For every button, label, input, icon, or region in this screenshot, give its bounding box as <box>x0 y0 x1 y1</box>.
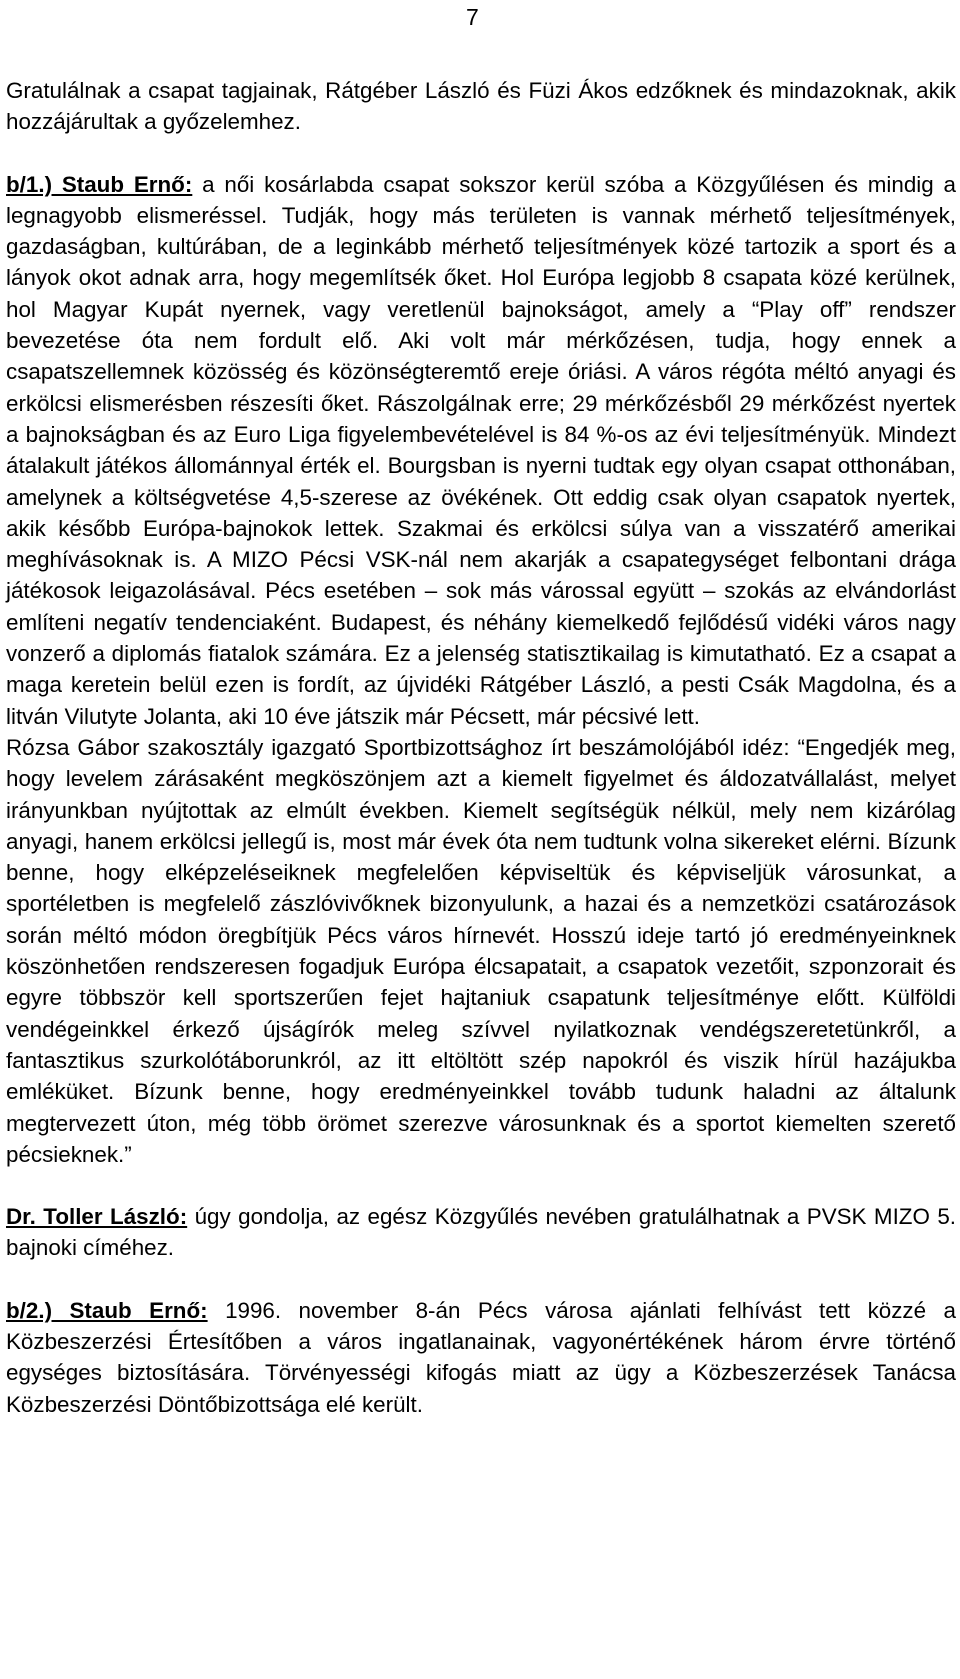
page-number: 7 <box>466 4 479 30</box>
paragraph-text: Gratulálnak a csapat tagjainak, Rátgéber László és Füzi Ákos edzőknek és mindazoknak, akik hozzájárultak a győzelemhez. <box>6 78 956 135</box>
paragraph-text: Rózsa Gábor szakosztály igazgató Sportbizottsághoz írt beszámolójából idéz: “Engedjék meg, hogy levelem zárásaként megköszönjem azt a kiemelt figyelmet és áldozatvállalást, melyet irányunkban nyújtottak az elmúlt években. Kiemelt segítségük nélkül, mely nem kizárólag anyagi, hanem erkölcsi jellegű is, most már évek óta nem tudtunk volna sikereket elérni. Bízunk benne, hogy elképzeléseiknek megfelelően képviseltük és képviseljük városunkat, a sportéletben is megfelelő zászlóvivőknek bizonyulunk, a hazai és a nemzetközi csatározások során méltó módon öregbítjük Pécs város hírnevét. Hosszú ideje tartó jó eredményeinknek köszönhetően rendszeresen fogadjuk Európa élcsapatait, a csapatok vezetőit, szponzorait és egyre többször kell sportszerűen fejet hajtaniuk csapatunk teljesítménye előtt. Külföldi vendégeinkkel érkező újságírók meleg szívvel nyilatkoznak vendégszeretetünkről, a fantasztikus szurkolótáborunkról, az itt eltöltött szép napokról és viszik hírül hazájukba emléküket. Bízunk benne, hogy eredményeinkkel tovább tudunk haladni az általunk megtervezett úton, még több örömet szerezve városunknak és a sportot kiemelten szerető pécsieknek.” <box>6 734 956 1167</box>
paragraph-text: 1996. november 8-án Pécs városa ajánlati felhívást tett közzé a Közbeszerzési Értesítőben a város ingatlanainak, vagyonértékének három érvre történő egységes biztosítására. Törvényességi kifogás miatt az ügy a Közbeszerzések Tanácsa Közbeszerzési Döntőbizottsága elé került. <box>6 1297 956 1417</box>
paragraph-staub-b2 <box>6 1295 956 1420</box>
speaker-name: Dr. Toller László: <box>6 1204 188 1230</box>
paragraph-text: úgy gondolja, az egész Közgyűlés nevében gratulálhatnak a PVSK MIZO 5. bajnoki címéhez. <box>6 1204 956 1261</box>
paragraph-rozsa-quote <box>6 732 956 1170</box>
paragraph-staub-b1 <box>6 169 956 732</box>
paragraph-congratulations <box>6 75 956 138</box>
speaker-name: b/1.) Staub Ernő: <box>6 171 193 197</box>
document-body <box>6 75 956 1420</box>
speaker-name: b/2.) Staub Ernő: <box>6 1297 208 1323</box>
paragraph-text: a női kosárlabda csapat sokszor kerül szóba a Közgyűlésen és mindig a legnagyobb elismeréssel. Tudják, hogy más területen is vannak mérhető teljesítmények, gazdaságban, kultúrában, de a leginkább mérhető teljesítmények közé tartozik a sport és a lányok okot adnak arra, hogy megemlítsék őket. Hol Európa legjobb 8 csapata közé kerülnek, hol Magyar Kupát nyernek, vagy veretlenül bajnokságot, amely a “Play off” rendszer bevezetése óta nem fordult elő. Aki volt már mérkőzésen, tudja, hogy ennek a csapatszellemnek közösség és közönségteremtő ereje óriási. A város régóta méltó anyagi és erkölcsi elismerésben részesíti őket. Rászolgálnak erre; 29 mérkőzésből 29 mérkőzést nyertek a bajnokságban és az Euro Liga figyelembevételével is 84 %-os az évi teljesítményük. Mindezt átalakult játékos állománnyal érték el. Bourgsban is nyerni tudtak egy olyan csapat otthonában, amelynek a költségvetése 4,5-szerese az övékének. Ott eddig csak olyan csapatok nyertek, akik később Európa-bajnokok lettek. Szakmai és erkölcsi súlya van a visszatérő amerikai meghívásoknak is. A MIZO Pécsi VSK-nál nem akarják a csapategységet felbontani drága játékosok leigazolásával. Pécs esetében – sok más várossal együtt – szokás az elvándorlást említeni negatív tendenciaként. Budapest, és néhány kiemelkedő fejlődésű vidéki város nagy vonzerő a diplomás fiatalok számára. Ez a jelenség statisztikailag is kimutatható. Ez a csapat a maga keretein belül ezen is fordít, az újvidéki Rátgéber László, a pesti Csák Magdolna, és a litván Vilutyte Jolanta, aki 10 éve játszik már Pécsett, már pécsivé lett. <box>6 171 956 729</box>
paragraph-toller <box>6 1201 956 1264</box>
